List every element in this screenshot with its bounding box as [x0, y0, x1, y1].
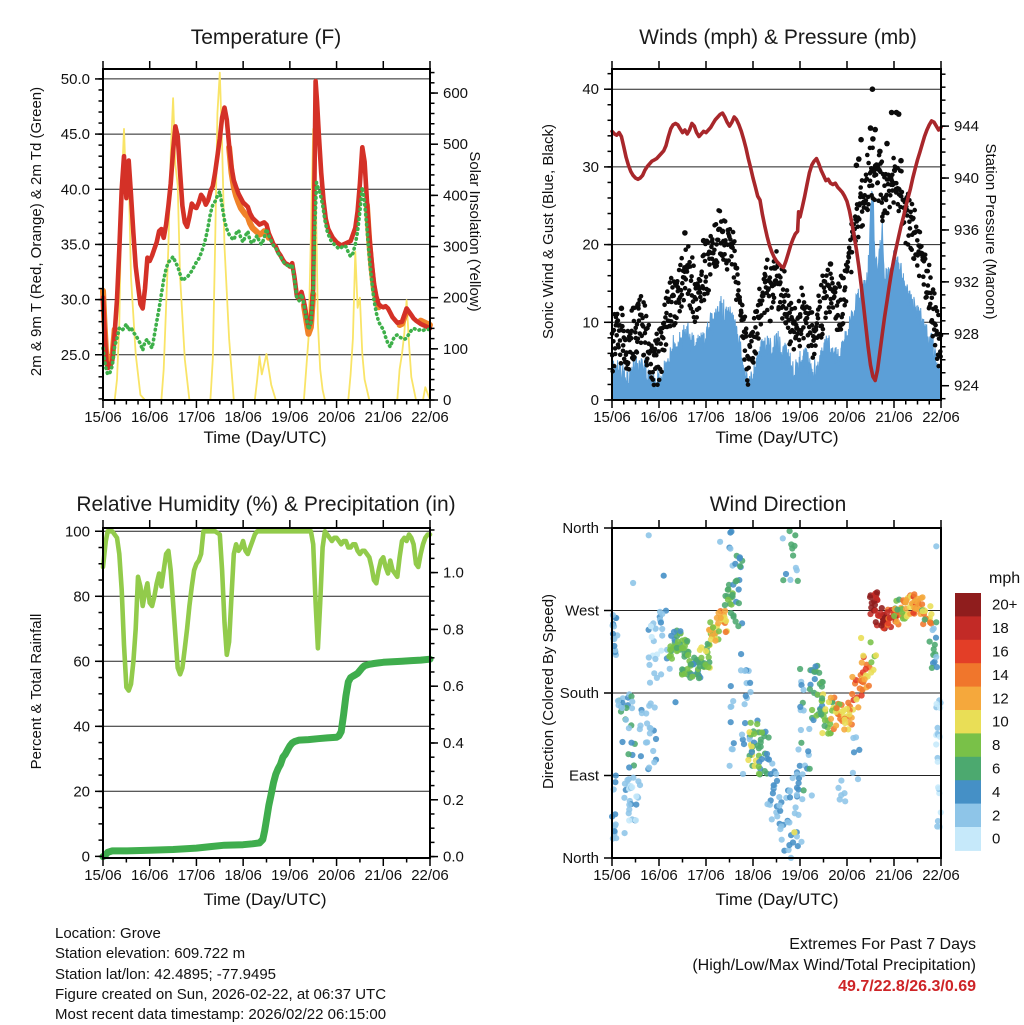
- svg-text:22/06: 22/06: [411, 409, 449, 426]
- svg-text:300: 300: [443, 238, 469, 256]
- svg-text:8: 8: [992, 737, 1001, 755]
- svg-text:500: 500: [443, 136, 469, 154]
- svg-text:40: 40: [73, 718, 90, 736]
- svg-text:18/06: 18/06: [224, 867, 262, 884]
- svg-text:20+: 20+: [992, 596, 1018, 614]
- svg-text:0.4: 0.4: [443, 734, 464, 752]
- temperature-left-axis-label: 2m & 9m T (Red, Orange) & 2m Td (Green): [28, 86, 45, 377]
- svg-text:40.0: 40.0: [60, 181, 90, 199]
- svg-text:20: 20: [73, 783, 90, 801]
- svg-text:21/06: 21/06: [875, 409, 913, 426]
- svg-text:1.0: 1.0: [443, 564, 464, 582]
- humidity-precip-chart-title: Relative Humidity (%) & Precipitation (in): [76, 493, 456, 516]
- svg-text:18/06: 18/06: [734, 867, 772, 884]
- station-info: [55, 924, 386, 1025]
- svg-text:20/06: 20/06: [828, 409, 866, 426]
- humidity-x-axis-label: Time (Day/UTC): [203, 890, 327, 909]
- svg-text:19/06: 19/06: [271, 867, 309, 884]
- winds-pressure-plot-canvas: [512, 0, 1024, 460]
- svg-text:30: 30: [582, 158, 599, 176]
- svg-text:mph: mph: [989, 570, 1021, 587]
- station-latlon: Station lat/lon: 42.4895; -77.9495: [55, 965, 277, 983]
- svg-text:16/06: 16/06: [640, 409, 678, 426]
- svg-text:West: West: [565, 602, 599, 620]
- svg-text:928: 928: [954, 325, 980, 343]
- svg-text:0: 0: [590, 392, 599, 409]
- svg-text:15/06: 15/06: [593, 867, 631, 884]
- wind-direction-chart-title: Wind Direction: [709, 493, 847, 516]
- svg-text:100: 100: [443, 340, 469, 358]
- temperature-plot-canvas: [0, 0, 512, 460]
- temperature-x-axis-label: Time (Day/UTC): [203, 428, 327, 447]
- svg-text:19/06: 19/06: [781, 867, 819, 884]
- chart-winds-pressure: [512, 0, 1024, 460]
- svg-text:0.6: 0.6: [443, 678, 464, 696]
- svg-text:4: 4: [992, 783, 1001, 801]
- svg-text:17/06: 17/06: [687, 409, 725, 426]
- svg-text:East: East: [568, 767, 599, 785]
- svg-text:North: North: [562, 520, 599, 537]
- svg-text:2: 2: [992, 807, 1001, 825]
- svg-text:35.0: 35.0: [60, 236, 90, 254]
- svg-text:16/06: 16/06: [640, 867, 678, 884]
- svg-text:17/06: 17/06: [177, 867, 216, 884]
- wind-left-axis-label: Sonic Wind & Gust (Blue, Black): [540, 123, 557, 340]
- svg-text:0.2: 0.2: [443, 791, 464, 809]
- extremes-summary: [540, 934, 976, 997]
- pressure-right-axis-label: Station Pressure (Maroon): [982, 143, 999, 320]
- svg-text:22/06: 22/06: [411, 867, 449, 884]
- svg-text:15/06: 15/06: [593, 409, 631, 426]
- svg-text:100: 100: [64, 523, 90, 541]
- chart-humidity-precipitation: [0, 460, 512, 925]
- wind-direction-plot-canvas: [512, 460, 1024, 925]
- svg-text:400: 400: [443, 187, 469, 205]
- svg-text:16: 16: [992, 643, 1009, 661]
- svg-text:20/06: 20/06: [317, 867, 356, 884]
- svg-text:20/06: 20/06: [317, 409, 356, 426]
- svg-text:45.0: 45.0: [60, 126, 90, 144]
- svg-text:60: 60: [73, 653, 90, 671]
- chart-temperature: [0, 0, 512, 460]
- svg-text:18/06: 18/06: [734, 409, 772, 426]
- direction-left-axis-label: Direction (Colored By Speed): [540, 593, 557, 790]
- svg-text:0: 0: [81, 848, 90, 866]
- svg-text:22/06: 22/06: [922, 409, 960, 426]
- svg-text:South: South: [559, 685, 599, 702]
- svg-text:16/06: 16/06: [130, 409, 169, 426]
- svg-text:17/06: 17/06: [177, 409, 216, 426]
- svg-text:North: North: [562, 850, 599, 867]
- svg-text:21/06: 21/06: [364, 867, 403, 884]
- solar-right-axis-label: Solar Insolation (Yellow): [466, 151, 483, 312]
- svg-text:0: 0: [443, 392, 452, 409]
- svg-text:80: 80: [73, 588, 90, 606]
- svg-text:19/06: 19/06: [271, 409, 309, 426]
- svg-text:10: 10: [992, 713, 1009, 731]
- svg-text:932: 932: [954, 273, 980, 291]
- svg-text:12: 12: [992, 690, 1009, 708]
- svg-text:924: 924: [954, 377, 980, 395]
- chart-wind-direction: [512, 460, 1024, 925]
- extremes-values: 49.7/22.8/26.3/0.69: [838, 978, 976, 995]
- station-elevation: Station elevation: 609.722 m: [55, 945, 246, 963]
- svg-text:19/06: 19/06: [781, 409, 819, 426]
- station-location: Location: Grove: [55, 925, 161, 942]
- humidity-precip-plot-canvas: [0, 460, 512, 925]
- svg-text:15/06: 15/06: [84, 409, 122, 426]
- most-recent-data-timestamp: Most recent data timestamp: 2026/02/22 06:15:00: [55, 1006, 387, 1024]
- svg-text:18: 18: [992, 620, 1009, 638]
- svg-text:22/06: 22/06: [922, 867, 960, 884]
- svg-text:18/06: 18/06: [224, 409, 262, 426]
- svg-text:14: 14: [992, 666, 1009, 684]
- svg-text:200: 200: [443, 289, 469, 307]
- svg-text:21/06: 21/06: [875, 867, 913, 884]
- svg-text:15/06: 15/06: [84, 867, 122, 884]
- svg-text:20/06: 20/06: [828, 867, 866, 884]
- figure-created-timestamp: Figure created on Sun, 2026-02-22, at 06:37 UTC: [55, 985, 387, 1003]
- svg-text:40: 40: [582, 81, 599, 99]
- temperature-chart-title: Temperature (F): [190, 26, 342, 49]
- svg-text:0: 0: [992, 830, 1001, 848]
- svg-text:0.0: 0.0: [443, 848, 464, 866]
- svg-text:944: 944: [954, 118, 980, 136]
- svg-text:17/06: 17/06: [687, 867, 725, 884]
- svg-text:0.8: 0.8: [443, 621, 464, 639]
- winds-pressure-chart-title: Winds (mph) & Pressure (mb): [639, 26, 917, 49]
- svg-text:25.0: 25.0: [60, 346, 90, 364]
- humidity-left-axis-label: Percent & Total Rainfall: [28, 613, 45, 770]
- svg-text:50.0: 50.0: [60, 70, 90, 88]
- extremes-subtitle: (High/Low/Max Wind/Total Precipitation): [692, 957, 976, 974]
- direction-x-axis-label: Time (Day/UTC): [715, 890, 839, 909]
- extremes-title: Extremes For Past 7 Days: [789, 936, 976, 953]
- svg-text:6: 6: [992, 760, 1001, 778]
- svg-text:16/06: 16/06: [130, 867, 169, 884]
- svg-text:20: 20: [582, 236, 599, 254]
- svg-text:30.0: 30.0: [60, 291, 90, 309]
- svg-text:10: 10: [582, 314, 599, 332]
- svg-text:940: 940: [954, 170, 980, 188]
- svg-text:21/06: 21/06: [364, 409, 403, 426]
- svg-text:600: 600: [443, 85, 469, 103]
- winds-x-axis-label: Time (Day/UTC): [715, 428, 839, 447]
- svg-text:936: 936: [954, 221, 980, 239]
